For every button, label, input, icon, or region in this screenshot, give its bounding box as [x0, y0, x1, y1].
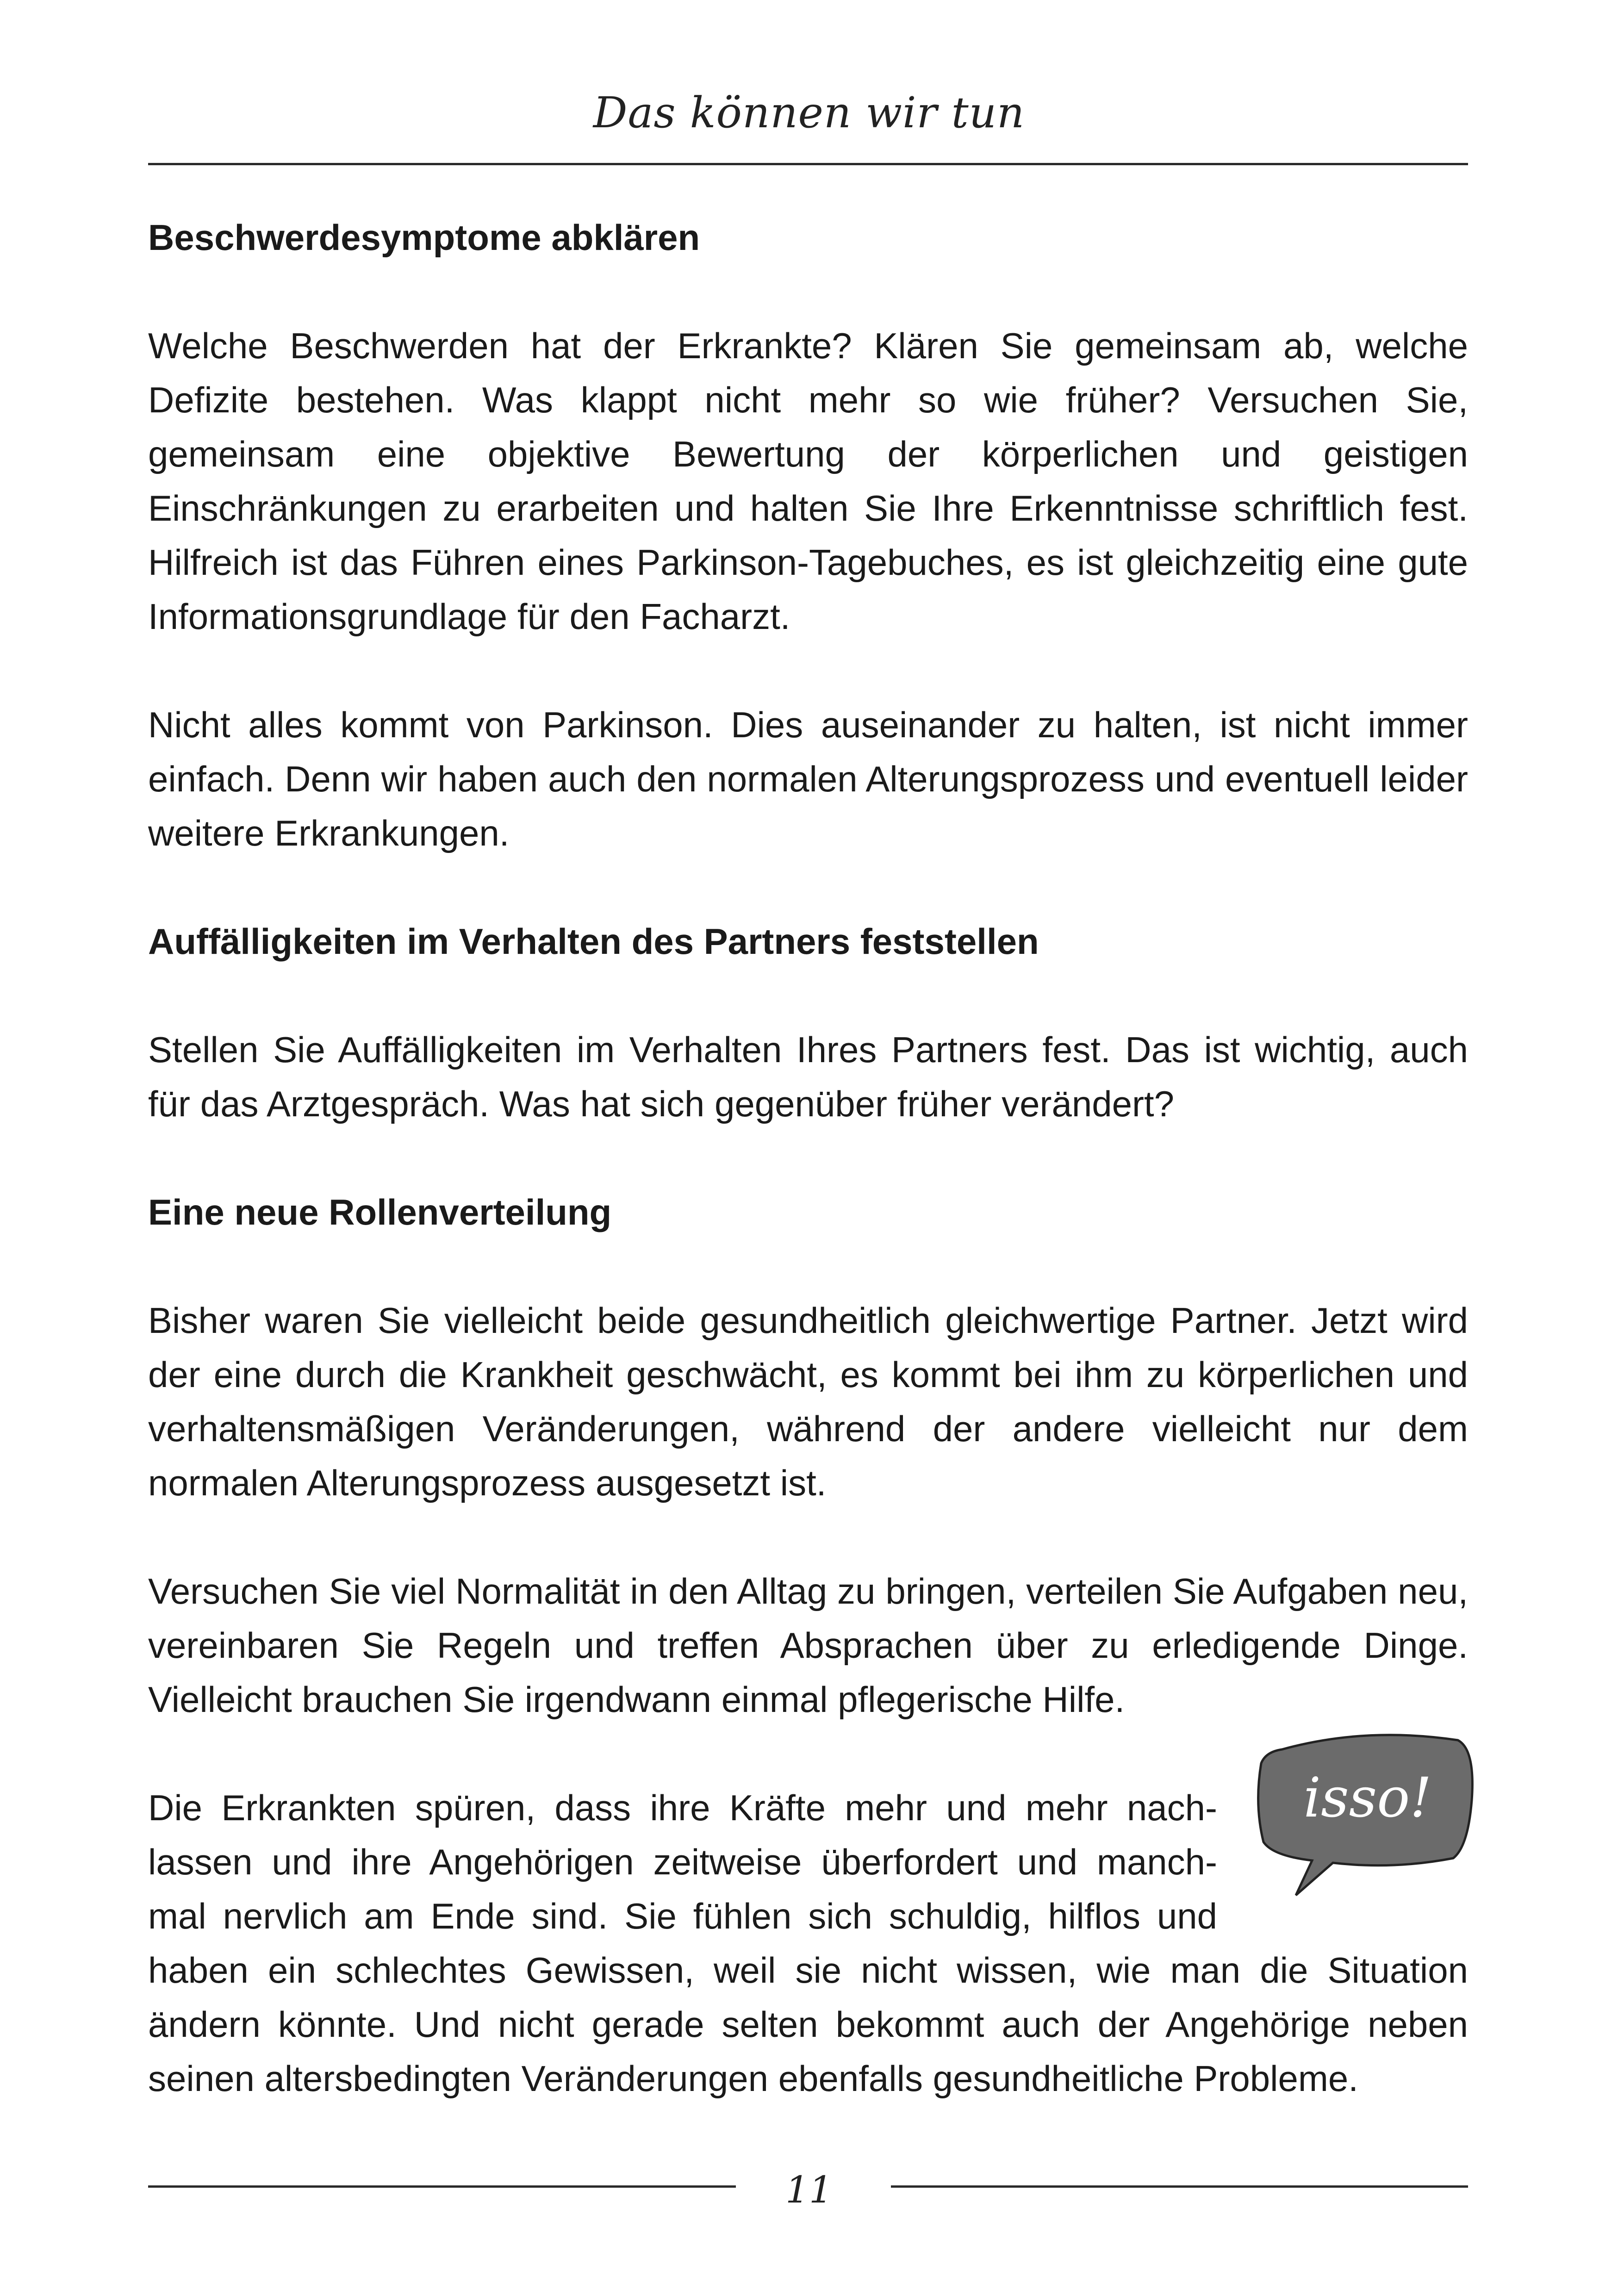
paragraph-line: seinen altersbedingten Veränderungen ebenfalls gesundheitliche Probleme.	[148, 2058, 1358, 2099]
header-rule	[148, 163, 1468, 165]
paragraph-line: haben ein schlechtes Gewissen, weil sie nicht wissen, wie man die Situation	[148, 1950, 1468, 1991]
section-heading: Beschwerdesymptome abklären	[148, 217, 700, 258]
page-number: 11	[785, 2168, 833, 2211]
section-heading: Eine neue Rollenverteilung	[148, 1192, 612, 1232]
body-paragraph: Welche Beschwerden hat der Erkrankte? Klären Sie gemeinsam ab, welche Defizite bestehen. Was klappt nicht mehr so wie früher? Versuchen Sie, gemeinsam eine objektive Bewertung der körperlichen und geistigen Einschränkungen zu erarbeiten und halten Sie Ihre Erkenntnisse schriftlich fest. Hilfreich ist das Führen eines Parkinson-Tagebuches, es ist gleichzeitig eine gute Informationsgrundlage für den Facharzt.	[148, 325, 1468, 637]
body-paragraph: Versuchen Sie viel Normalität in den Alltag zu bringen, verteilen Sie Aufgaben neu, vereinbaren Sie Regeln und treffen Absprachen über zu erledigende Dinge. Vielleicht brauchen Sie irgendwann einmal pflegerische Hilfe.	[148, 1571, 1468, 1720]
body-paragraph: Bisher waren Sie vielleicht beide gesundheitlich gleichwertige Partner. Jetzt wird der eine durch die Krankheit geschwächt, es kommt bei ihm zu körperlichen und verhaltensmäßigen Veränderungen, während der andere vielleicht nur dem normalen Alterungsprozess ausgesetzt ist.	[148, 1300, 1468, 1503]
body-paragraph: Stellen Sie Auffälligkeiten im Verhalten Ihres Partners fest. Das ist wichtig, auch für das Arztgespräch. Was hat sich gegenüber früher verändert?	[148, 1029, 1468, 1124]
speech-bubble-icon	[1254, 1731, 1476, 1925]
body-paragraph: Nicht alles kommt von Parkinson. Dies auseinander zu halten, ist nicht immer einfach. Denn wir haben auch den normalen Alterungsprozess und eventuell leider weitere Erkrankungen.	[148, 704, 1468, 853]
section-heading: Auffälligkeiten im Verhalten des Partners feststellen	[148, 921, 1039, 962]
paragraph-line: ändern könnte. Und nicht gerade selten bekommt auch der Angehörige neben	[148, 2004, 1468, 2045]
footer-rule-right	[891, 2185, 1468, 2188]
paragraph-line: lassen und ihre Angehörigen zeitweise überfordert und manch-	[148, 1842, 1217, 1882]
paragraph-line: mal nervlich am Ende sind. Sie fühlen sich schuldig, hilflos und	[148, 1896, 1217, 1936]
running-header-title: Das können wir tun	[593, 88, 1025, 137]
bubble-label: isso!	[1303, 1766, 1432, 1829]
paragraph-line: Die Erkrankten spüren, dass ihre Kräfte mehr und mehr nach-	[148, 1787, 1217, 1828]
